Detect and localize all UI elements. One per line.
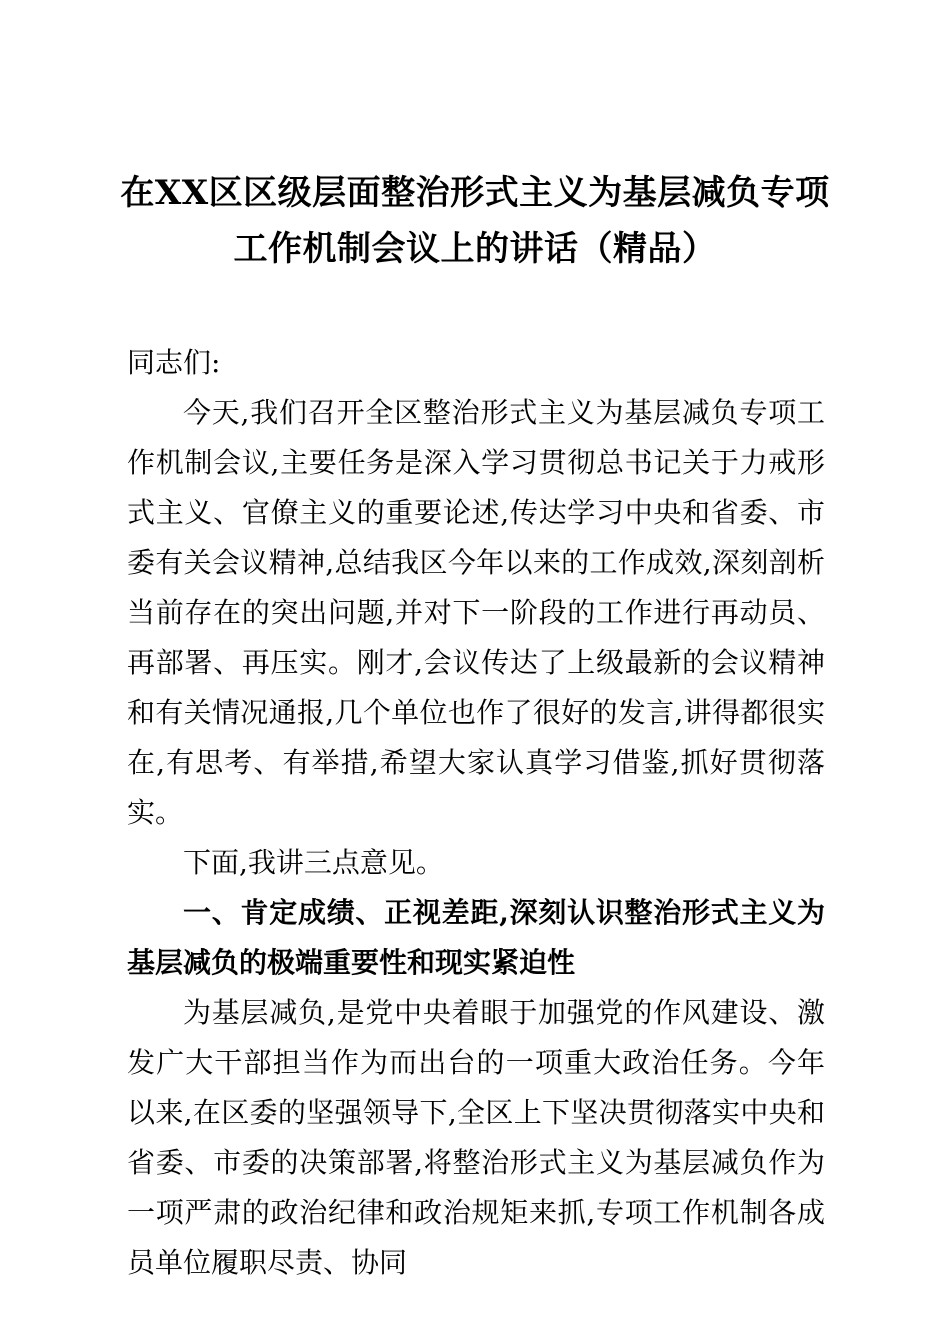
paragraph-opening: 今天,我们召开全区整治形式主义为基层减负专项工作机制会议,主要任务是深入学习贯彻总书记关于力戒形式主义、官僚主义的重要论述,传达学习中央和省委、市委有关会议精神,总结我区今年以来的工作成效,深刻剖析当前存在的突出问题,并对下一阶段的工作进行再动员、再部署、再压实。刚才,会议传达了上级最新的会议精神和有关情况通报,几个单位也作了很好的发言,讲得都很实在,有思考、有举措,希望大家认真学习借鉴,抓好贯彻落实。 [127, 396, 825, 829]
document-title: 在XX区区级层面整治形式主义为基层减负专项工作机制会议上的讲话（精品） [120, 173, 830, 269]
section-heading-1: 一、肯定成绩、正视差距,深刻认识整治形式主义为基层减负的极端重要性和现实紧迫性 [127, 896, 825, 979]
salutation: 同志们: [127, 346, 221, 379]
paragraph-section-1: 为基层减负,是党中央着眼于加强党的作风建设、激发广大干部担当作为而出台的一项重大政治任务。今年以来,在区委的坚强领导下,全区上下坚决贯彻落实中央和省委、市委的决策部署,将整治形式主义为基层减负作为一项严肃的政治纪律和政治规矩来抓,专项工作机制各成员单位履职尽责、协同 [127, 996, 825, 1279]
paragraph-outline: 下面,我讲三点意见。 [183, 846, 444, 879]
document-body [127, 338, 825, 1288]
